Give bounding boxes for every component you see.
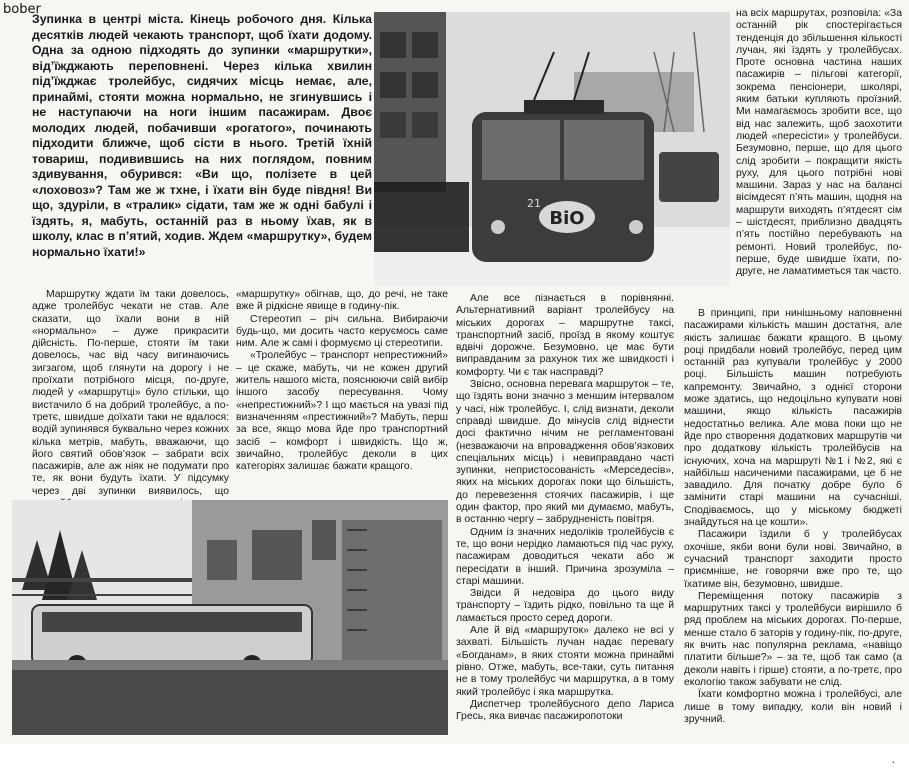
photo-trolleybus-depot	[12, 500, 448, 735]
article-paragraph: «Тролейбус – транспорт непрестижний» – це скаже, мабуть, чи не кожен другий житель нашого міста, пояснюючи свій вибір іншого засобу пересування. Чому «непрестижний»? І що мається на увазі під визначенням «престижний»? Мабуть, перш за все, якщо мова йде про транспортний засіб – комфорт і швидкість. Що ж, звичайно, тролейбус деколи в цих категоріях залишає бажати кращого.	[236, 350, 448, 473]
article-paragraph: Але все пізнається в порівнянні. Альтернативний варіант тролейбусу на міських дорогах – маршрутне таксі, транспортний засіб, проїзд в якому коштує вдвічі дорожче. Безумовно, це має бути виправданим за рахунок тих же швидкості і комфорту. Чи є так насправді?	[456, 293, 674, 378]
article-paragraph: Стереотип – річ сильна. Вибираючи будь-що, ми досить часто керуємось саме ним. Але ж самі і формуємо ці стереотипи.	[236, 313, 448, 350]
article-paragraph: Маршрутку ждати їм таки довелось, адже тролейбус чекати не став. Але сказати, що їхали вони в ній «нормально» – дуже прикрасити дійсність. По-перше, стояти їм таки довелось, час від часу вигинаючись зигзагом, щоб глянути на дорогу і не проїхати потрібного місця, по-друге, людей у «маршрутці» було стільки, що вистачило б на добрий тролейбус, а по-третє, швидше доїхати таки не вдалося: водій зупинявся буквально через кожних кілька метрів, мабуть, вважаючи, що його святий обов’язок – забрати всіх пасажирів, але аж ніяк не подумати про те, як вони будуть їхати. У підсумку через дві зупинки виявилось, що	[32, 289, 229, 497]
scan-mark: .	[891, 752, 895, 766]
article-paragraph: Переміщення потоку пасажирів з маршрутних таксі у тролейбуси вирішило б ряд проблем на міських дорогах. По-перше, менше стало б заторів у годину-пік, по-друге, як вчить нас популярна реклама, «навіщо платити більше?» – за те, щоб так само (а деколи навіть і гірше) стояти, а по-третє, про екологію також забувати не слід.	[684, 590, 902, 688]
article-paragraph: Але й від «маршруток» далеко не всі у захваті. Більшість лучан надає перевагу «Богданам», в яких стояти можна принаймі рівно. Отже, мабуть, все-таки, суть питання не в тому тролейбус чи маршрутка, а в тому який тролейбус і яка маршрутка.	[456, 625, 674, 698]
article-paragraph: Звідси й недовіра до цього виду транспорту – їздить рідко, повільно та ще й ламається просто серед дороги.	[456, 588, 674, 624]
article-paragraph: «маршрутку» обігнав, що, до речі, не таке вже й рідкісне явище в годину-пік.	[236, 289, 448, 313]
article-column-4-top	[736, 8, 902, 279]
route-number: 21	[527, 197, 541, 210]
watermark-tag: bober	[3, 2, 41, 17]
article-paragraph: Одним із значних недоліків тролейбусів є те, що вони нерідко ламаються під час руху, пасажирам доводиться чекати або ж пересідати в інший. Причина зрозуміла – старі машини.	[456, 526, 674, 587]
article-column-3	[456, 293, 674, 723]
trolleybus-front-illustration	[374, 12, 730, 286]
scan-margin	[0, 744, 909, 768]
lead-paragraph: Зупинка в центрі міста. Кінець робочого дня. Кілька десятків людей чекають транспорт, щоб їхати додому. Одна за одною підходять до зупинки «маршрутки», від’їжджають переповнені. Через кілька хвилин під’їжджає тролейбус, сидячих місць немає, але, принаймі, стояти можна нормально, не згинувшись і не наступаючи на ноги іншим пасажирам. Двоє молодих людей, побачивши «рогатого», починають підходити ближче, щоб сісти в нього. Третій їхній товариш, подивившись на них поглядом, повним здивування, обурився: «Ви що, полізете в цей «лоховоз»? Там же ж тхне, і їхати він буде півдня! Ви що, здуріли, в «тралик» сідати, там же ж одні бабулі і їздять, я, мабуть, останній раз в ньому їхав, як в школу, клас в п’ятий, ходив. Ждем «маршрутку», будем нормально їхати!»	[32, 12, 372, 259]
article-column-4-bottom	[684, 308, 902, 726]
article-paragraph: Їхати комфортно можна і тролейбусі, але лише в тому випадку, коли він новий і зручний.	[684, 689, 902, 725]
article-column-1	[32, 289, 229, 523]
bus-label: BiO	[549, 208, 585, 229]
article-paragraph: Диспетчер тролейбусного депо Лариса Гресь, яка вивчає пасажиропотоки	[456, 698, 674, 723]
article-paragraph: на всіх маршрутах, розповіла: «За останній рік спостерігається тенденція до збільшення кількості лучан, які їздять у тролейбусах. Проте основна частина наших пасажирів – пільгові категорії, зокрема пенсіонери, школярі, яким батьки купляють проїзний. Ми намагаємось зробити все, що від нас залежить, щоб заохотити людей «пересісти» у тролейбуси. Безумовно, перше, що для цього слід зробити – покращити якість руху, для цього потрібні нові машини. Зараз у нас на балансі вісімдесят п’ять машин, щодня на маршрути виходять п’ятдесят сім – шістдесят, приблизно двадцять п’ять постійно перебувають на ремонті. Новий тролейбус, по-перше, буде швидше їхати, по-друге, не ламатиметься так часто.	[736, 8, 902, 278]
article-paragraph: В принципі, при нинішньому наповненні пасажирами кількість машин достатня, але якість залишає бажати кращого. В цьому році придбали новий тролейбус, перед цим останній раз купували тролейбус у 2000 році. Більшість машин потребують капремонту. Звичайно, з однієї сторони може здатись, що недоцільно купувати нові машини, якщо кількість пасажирів недостатньо велика. Але мова поки що не йде про створення додаткових маршрутів чи про додаткову кількість тролейбусів на існуючих, хоча на маршруті №1 і №2, які є найбільш насиченими пасажирами, це б не завадило. Для початку добре було б замінити старі машини на сучасніші. Сподіваємось, що у міському бюджеті знайдуться на це кошти».	[684, 308, 902, 529]
article-column-2	[236, 289, 448, 473]
article-paragraph: Пасажири їздили б у тролейбусах охочіше, якби вони були нові. Звичайно, в сучасний транспорт заходити просто приємніше, не говорячи вже про те, що їхатиме він, безумовно, швидше.	[684, 529, 902, 590]
article-paragraph: Звісно, основна перевага маршруток – те, що їздять вони значно з меншим інтервалом у часі, ніж тролейбус. І, слід визнати, деколи справді швидше. До мінусів слід віднести досі фактично нічим не регламентовані (незважаючи на впровадження обов’язкових спеціальних місць) і невиправдано часті зупинки, непристосованість «Мерседесів», яких на міських дорогах поки що більшість, до перевезення стоячих пасажирів, і ще один фактор, про який ми думаємо, мабуть, в останню чергу – забрудненість повітря.	[456, 379, 674, 526]
photo-trolleybus-front	[374, 12, 730, 286]
depot-illustration	[12, 500, 448, 735]
